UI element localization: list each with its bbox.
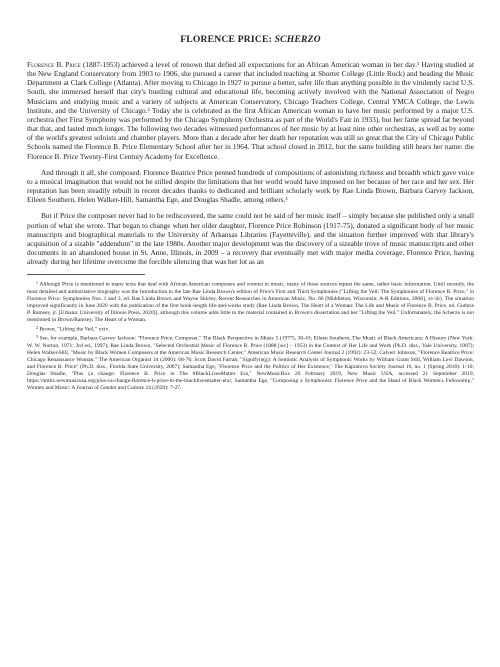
footnote-divider: [27, 274, 145, 275]
footnote-mark: 1: [36, 280, 38, 286]
footnote-mark: 3: [36, 334, 38, 340]
paragraph-text: (1887-1953) achieved a level of renown that defied all expectations for an African American woman in her day.¹ Having studied at the New England Conservatory from 1903 to 1906, she pursued a career that included teaching at Shorter College (Little Rock) and heading the Music Department at Clark College (Atlanta). After moving to Chicago in 1927 to pursue a better, safer life than anything possible in the virulently racist U.S. South, she immersed herself that city's bustling cultural and educational life, becoming actively involved with the National Association of Negro Musicians and studying music and a variety of subjects at American Conservatory, Chicago Teachers College, Central YMCA College, the Lewis Institute, and the University of Chicago.² Today she is celebrated as the first African American woman to have her music performed by a major U.S. orchestra (her First Symphony was performed by the Chicago Symphony Orchestra as part of the World's Fair in 1933), but her fame spread far beyond that that, and lasted much longer. The following two decades witnessed performances of her music by at least nine other orchestras, as well as by some of the world's greatest soloists and chamber players. More than a decade after her death her reputation was still so great that the City of Chicago Public Schools named the Florence B. Price Elementary School after her in 1964. That school closed in 2012, but the same building still bears her name: the Florence B. Price Twenty-First Century Academy for Excellence.: [27, 60, 474, 161]
title-prefix: FLORENCE PRICE:: [180, 34, 275, 45]
footnote-3: [27, 333, 474, 392]
paragraph-lead: Florence B. Price: [27, 60, 81, 69]
title-work: SCHERZO: [274, 34, 321, 45]
body-paragraph-1: [27, 60, 474, 161]
footnote-text: Although Price is mentioned in many texts that deal with African American composers and women in music, many of these sources repeat the same, rather basic information. Until recently, the most detailed and authoritative biography was the Introduction to the late Rae Linda Brown's edition of Price's First and Third Symphonies ("Lifting the Veil: The Symphonies of Florence B. Price," in Florence Price: Symphonies Nos. 1 and 3, ed. Rae Linda Brown and Wayne Shirley, Recent Researches in American Music, No. 66 [Middleton, Wisconsin: A-R Editions, 2008], xv-lii). The situation improved significantly in June 2020 with the publication of the first book-length life-and-works study (Rae Linda Brown, The Heart of a Woman: The Life and Music of Florence B. Price, ed. Guthrie P. Ramsey, jr. [Urbana: University of Illinois Press, 2020]), although this volume adds little to the material contained in Brown's dissertation and her "Lifting the Veil." Unfortunately, the Scherzo is not mentioned in Brown/Ramsey, The Heart of a Woman.: [27, 281, 474, 323]
body-paragraph-2: And through it all, she composed. Florence Beatrice Price penned hundreds of compositions of astonishing richness and breadth which gave voice to a musical imagination that would not be stilled despite the limitations that her world would have imposed on her because of her race and her sex. Her reputation has been steadily rebuilt in recent decades thanks to dedicated and brilliant scholarly work by Rae Linda Brown, Barbara Garvey Jackson, Eileen Southern, Helen Walker-Hill, Samantha Ege, and Douglas Shadle, among others.³: [27, 167, 474, 205]
footnote-2: [27, 324, 474, 333]
footnote-text: See, for example, Barbara Garvey Jackson: "Florence Price, Composer," The Black Perspective in Music 5 (1977), 30-43; Eileen Southern, The Music of Black Americans: A History (New York: W. W. Norton, 1971; 3rd ed., 1997); Rae Linda Brown, "Selected Orchestral Music of Florence B. Price (1888 [sic] – 1953) in the Context of Her Life and Work (Ph.D. diss., Yale University, 1987); Helen Walker-Hill, "Music by Black Women Composers at the American Music Research Center," American Music Research Center Journal 2 (1992): 23-52; Calvert Johnson, "Florence Beatrice Price: Chicago Renaissance Woman," The American Organist 34 (2000): 68-76; Scott David Farrah, "Signifyin(g): A Semiotic Analysis of Symphonic Works by William Grant Still, William Levi Dawson, and Florence B. Price" (Ph.D. diss., Florida State University, 2007); Samantha Ege, "Florence Price and the Politics of Her Existence," The Kapralova Society Journal 16, no. 1 (Spring 2018): 1-10; Douglas Shadle, "Plus ça change: Florence B. Price in The #BlackLivesMatter Era," NewMusicBox 20 February 2019, New Music USA, accessed 21 September 2019, https://nmbx.newmusicusa.org/plus-ca-change-florence-b-price-in-the-blacklivesmatter-era/; Samantha Ege, "Composing a Symphonist: Florence Price and the Hand of Black Women's Fellowship," Women and Music: A Journal of Gender and Culture 24 (2020): 7-27.: [27, 335, 474, 392]
footnote-mark: 2: [36, 324, 38, 330]
footnote-text: Brown, "Lifting the Veil," xxiv.: [39, 326, 110, 333]
footnote-1: [27, 279, 474, 324]
page-title: [27, 34, 474, 45]
body-paragraph-3: But if Price the composer never had to be rediscovered, the same could not be said of her music itself – simply because she published only a small portion of what she wrote. That began to change when her older daughter, Florence Price Robinson (1917-75), donated a significant body of her music manuscripts and biographical materials to the University of Arkansas Libraries (Fayetteville), and the situation further improved with that library's acquisition of a sizable "addendum" in the late 1980s. Another major development was the discovery of a sizeable trove of music manuscripts and other documents in an abandoned house in St. Anne, Illinois, in 2009 – a recovery that eventually met with major media coverage. Florence Price, having already during her lifetime overcome the forcible silencing that was her lot as an: [27, 211, 474, 267]
